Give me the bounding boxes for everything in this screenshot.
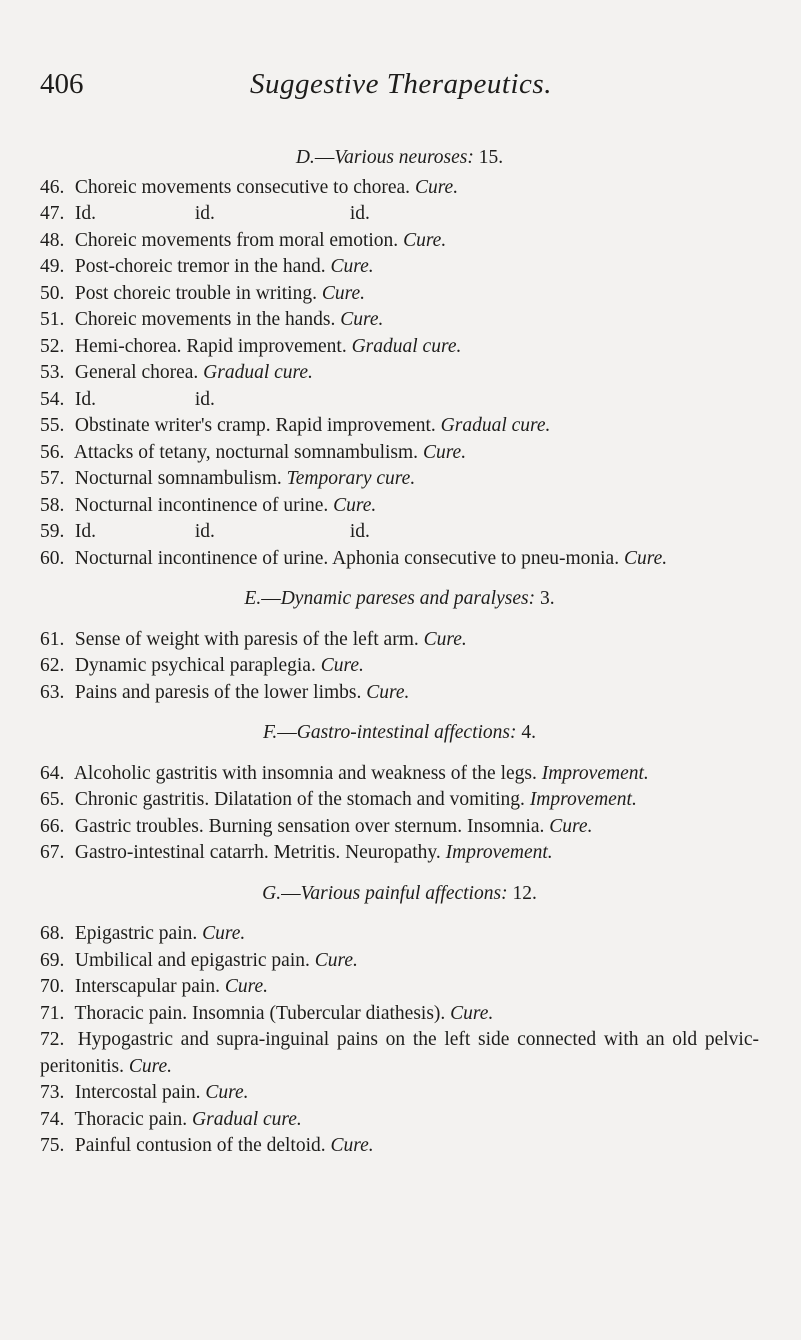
section-count: 12. bbox=[512, 882, 537, 904]
list-item: 54. Id. id. bbox=[40, 388, 215, 410]
list-item: 52. Hemi-chorea. Rapid improvement. Gradual cure. bbox=[40, 335, 462, 357]
list-item: 68. Epigastric pain. Cure. bbox=[40, 923, 246, 944]
list-item: 72. Hypogastric and supra-inguinal pains on the left side connected with an old pelvic-peritonitis. Cure. bbox=[40, 1029, 760, 1077]
list-item: 59. Id. id. id. bbox=[40, 521, 370, 542]
list-item: 63. Pains and paresis of the lower limbs. Cure. bbox=[40, 681, 410, 703]
list-item: 47. Id. id. id. bbox=[40, 203, 370, 224]
list-item: 74. Thoracic pain. Gradual cure. bbox=[40, 1108, 302, 1130]
list-item: 73. Intercostal pain. Cure. bbox=[40, 1082, 249, 1103]
section-heading-f: F.—Gastro-intestinal affections: 4. bbox=[262, 722, 536, 743]
list-item: 58. Nocturnal incontinence of urine. Cure. bbox=[40, 494, 377, 516]
list-item: 69. Umbilical and epigastric pain. Cure. bbox=[40, 949, 358, 971]
section-title: Gastro-intestinal affections bbox=[296, 722, 510, 743]
section-letter: E. bbox=[244, 588, 262, 609]
section-letter: G. bbox=[262, 882, 282, 904]
list-item: 62. Dynamic psychical paraplegia. Cure. bbox=[40, 655, 364, 676]
running-head bbox=[40, 68, 760, 108]
section-count: 15. bbox=[478, 147, 504, 168]
list-item: 50. Post choreic trouble in writing. Cure. bbox=[40, 282, 365, 304]
section-heading-d: D.—Various neuroses: 15. bbox=[295, 147, 504, 168]
section-letter: D. bbox=[295, 147, 315, 168]
page-number: 406 bbox=[40, 68, 84, 100]
list-item: 64. Alcoholic gastritis with insomnia and weakness of the legs. Improvement. bbox=[40, 762, 649, 784]
list-item: 75. Painful contusion of the deltoid. Cure. bbox=[40, 1135, 374, 1156]
section-title: Various neuroses bbox=[334, 147, 468, 168]
section-count: 4. bbox=[521, 722, 536, 743]
list-item: 56. Attacks of tetany, nocturnal somnambulism. Cure. bbox=[40, 441, 467, 463]
list-item: 49. Post-choreic tremor in the hand. Cure. bbox=[40, 256, 374, 277]
list-item: 61. Sense of weight with paresis of the left arm. Cure. bbox=[40, 628, 467, 650]
section-heading-e: E.—Dynamic pareses and paralyses: 3. bbox=[244, 588, 555, 609]
list-item: 65. Chronic gastritis. Dilatation of the stomach and vomiting. Improvement. bbox=[40, 789, 637, 810]
list-item: 71. Thoracic pain. Insomnia (Tubercular diathesis). Cure. bbox=[40, 1002, 494, 1024]
list-item: 53. General chorea. Gradual cure. bbox=[40, 362, 313, 383]
list-item: 60. Nocturnal incontinence of urine. Aphonia consecutive to pneu-monia. Cure. bbox=[40, 547, 668, 569]
section-title: Dynamic pareses and paralyses bbox=[280, 588, 529, 609]
section-title: Various painful affections bbox=[300, 882, 502, 904]
list-item: 67. Gastro-intestinal catarrh. Metritis. Neuropathy. Improvement. bbox=[40, 842, 553, 863]
list-item: 57. Nocturnal somnambulism. Temporary cure. bbox=[40, 468, 416, 489]
section-heading-g: G.—Various painful affections: 12. bbox=[262, 882, 537, 904]
running-title: Suggestive Therapeutics. bbox=[250, 68, 552, 100]
list-item: 70. Interscapular pain. Cure. bbox=[40, 976, 269, 997]
list-item: 66. Gastric troubles. Burning sensation over sternum. Insomnia. Cure. bbox=[40, 815, 593, 837]
section-letter: F. bbox=[262, 722, 278, 743]
list-item: 55. Obstinate writer's cramp. Rapid improvement. Gradual cure. bbox=[40, 415, 551, 436]
page-body bbox=[40, 145, 759, 1160]
list-item: 51. Choreic movements in the hands. Cure. bbox=[40, 309, 384, 330]
section-count: 3. bbox=[539, 588, 555, 609]
list-item: 46. Choreic movements consecutive to chorea. Cure. bbox=[40, 176, 459, 198]
list-item: 48. Choreic movements from moral emotion. Cure. bbox=[40, 229, 447, 251]
